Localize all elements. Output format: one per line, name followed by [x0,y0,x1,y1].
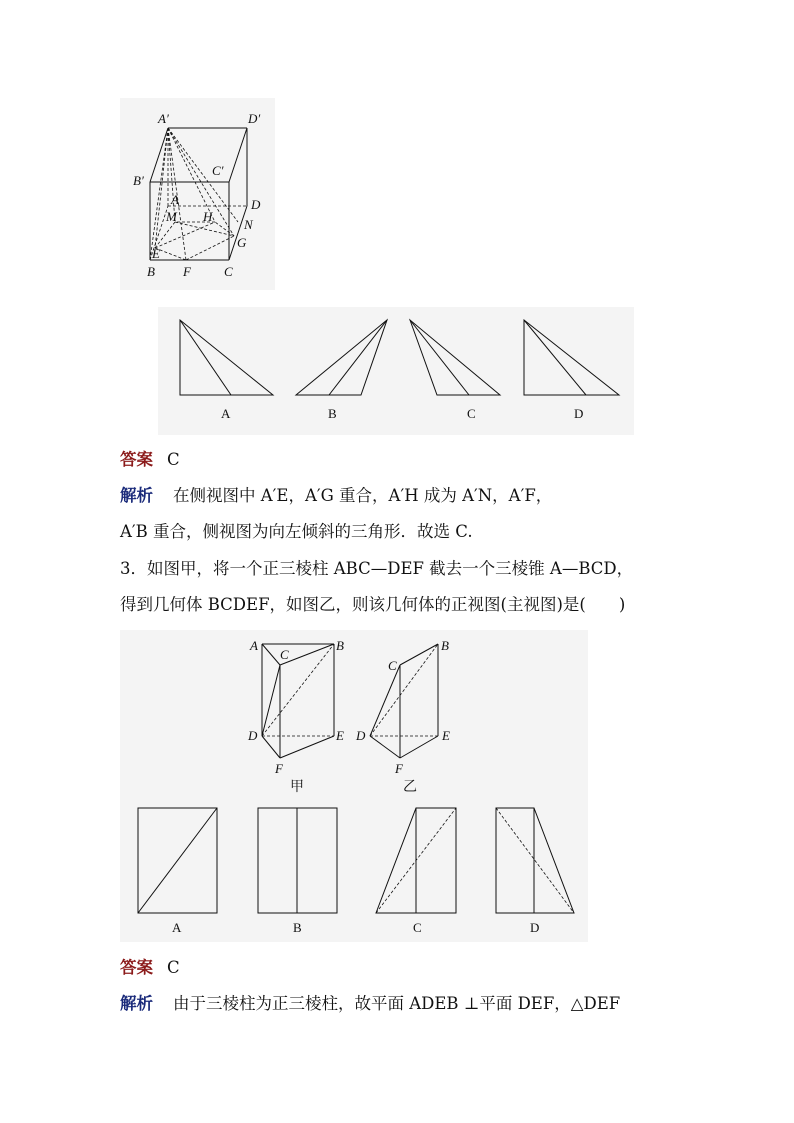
q2-analysis-line-1 [120,484,552,508]
label-D1: D′ [248,111,261,126]
q3-text-1: 3．如图甲，将一个正三棱柱 ABC—DEF 截去一个三棱锥 A—BCD， [120,559,634,578]
q3-text-2: 得到几何体 BCDEF，如图乙，则该几何体的正视图(主视图)是( ) [120,595,626,614]
option-C-label: C [467,406,476,421]
jia-label-C: C [280,647,289,662]
jia-label-A: A [250,638,258,653]
q3-answer-tag: 答案 [120,958,153,977]
option-B-label: B [328,406,337,421]
analysis-text-1: 在侧视图中 A′E，A′G 重合，A′H 成为 A′N，A′F， [173,486,553,505]
jia-label-F: F [275,761,283,776]
analysis-text-2: A′B 重合，侧视图为向左倾斜的三角形．故选 C. [120,522,473,541]
q3-analysis-tag: 解析 [120,994,153,1013]
label-M: M [166,209,177,224]
figure-prism-views [120,630,588,942]
yi-label-B: B [441,638,449,653]
label-N: N [244,217,253,232]
jia-label-D: D [248,728,258,743]
label-D: D [251,197,261,212]
q3-stem-line-2 [120,593,625,617]
q2-answer-line [120,448,180,472]
q3-answer-line [120,956,180,980]
label-A: A [171,192,179,207]
jia-caption: 甲 [290,780,304,795]
answer-value: C [167,450,180,469]
label-A1: A′ [158,111,169,126]
label-G: G [237,235,247,250]
label-F: F [183,264,191,279]
label-H: H [203,209,213,224]
q3-analysis-line-1 [120,992,620,1016]
q3-answer-value: C [167,958,180,977]
fig3-option-D: D [530,920,540,935]
analysis-tag: 解析 [120,486,153,505]
q2-analysis-line-2 [120,520,473,544]
label-B1: B′ [133,173,144,188]
jia-label-E: E [336,728,344,743]
jia-label-B: B [336,638,344,653]
label-C1: C′ [212,163,224,178]
option-D-label: D [574,406,584,421]
fig3-option-A: A [172,920,182,935]
yi-label-D: D [356,728,366,743]
yi-caption: 乙 [403,780,417,795]
yi-label-E: E [442,728,450,743]
fig3-option-B: B [293,920,302,935]
figure-triangle-options [158,307,634,435]
figure-cube [120,98,275,290]
q3-analysis-text: 由于三棱柱为正三棱柱，故平面 ADEB ⊥平面 DEF，△DEF [173,994,621,1013]
label-B: B [147,264,155,279]
q3-stem-line-1 [120,557,633,581]
yi-label-C: C [388,658,397,673]
yi-label-F: F [395,761,403,776]
fig3-option-C: C [413,920,422,935]
label-C: C [224,264,233,279]
answer-tag: 答案 [120,450,153,469]
option-A-label: A [221,406,231,421]
label-E: E [152,246,160,261]
